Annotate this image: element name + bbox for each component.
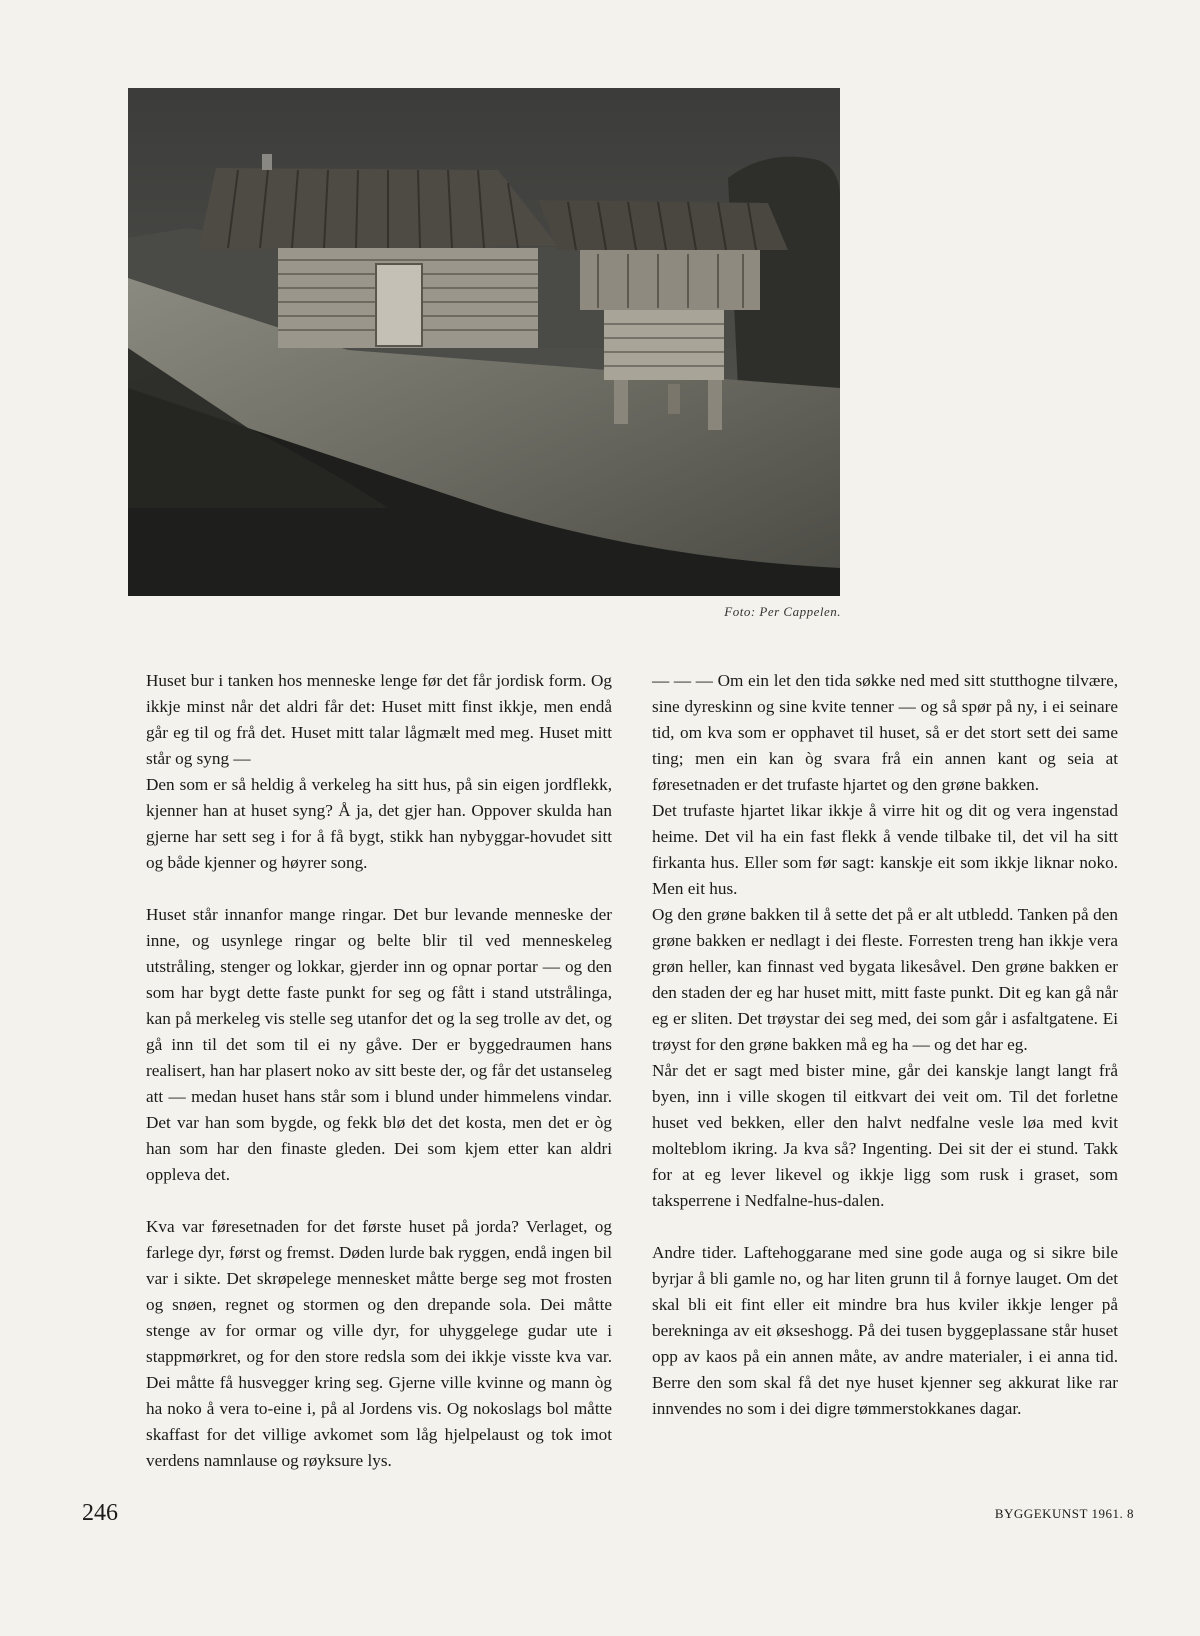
- page-number: 246: [82, 1500, 118, 1526]
- paragraph: Andre tider. Laftehoggarane med sine gode auga og si sikre bile byrjar å bli gamle no, og har liten grunn til å fornye lauget. Om det skal bli eit fint eller eit mindre bra hus kviler ikkje lenger på berekninga av eit økseshogg. På dei tusen byggeplassane står huset opp av kaos på ein annen måte, av andre materialer, i ei anna tid. Berre den som skal få det nye huset kjenner seg akkurat like rar innvendes no som i dei digre tømmerstokkanes dagar.: [652, 1243, 1118, 1418]
- photo-log-houses: [128, 88, 840, 596]
- paragraph: Og den grøne bakken til å sette det på er alt utbledd. Tanken på den grøne bakken er nedlagt i dei fleste. Forresten treng han ikkje vera grøn heller, kan finnast ved bygata likesåvel. Den grøne bakken er den staden der eg har huset mitt, mitt faste punkt. Dit eg kan gå når eg er sliten. Det trøystar dei seg med, dei som går i asfaltgatene. Ei trøyst for den grøne bakken må eg ha — og det har eg.: [652, 905, 1118, 1054]
- left-column: [146, 668, 612, 1474]
- paragraph: Den som er så heldig å verkeleg ha sitt hus, på sin eigen jordflekk, kjenner han at huset syng? Å ja, det gjer han. Oppover skulda han gjerne har sett seg i for å få bygt, stikk han nybyggar-hovudet sitt og både kjenner og høyrer song.: [146, 775, 612, 872]
- paragraph: Det trufaste hjartet likar ikkje å virre hit og dit og vera ingenstad heime. Det vil ha ein fast flekk å vende tilbake til, det vil ha sitt firkanta hus. Eller som før sagt: kanskje eit som ikkje liknar noko. Men eit hus.: [652, 801, 1118, 898]
- photo-caption: Foto: Per Cappelen.: [724, 604, 841, 619]
- paragraph: — — — Om ein let den tida søkke ned med sitt stutthogne tilvære, sine dyreskinn og sine kvite tenner — og så spør på ny, i ei seinare tid, om kva som er opphavet til huset, så er det stort sett dei same ting; men ein kan òg svara frå ein annen kant og seia at føresetnaden er det trufaste hjartet og den grøne bakken.: [652, 671, 1118, 794]
- paragraph: Kva var føresetnaden for det første huset på jorda? Verlaget, og farlege dyr, først og fremst. Døden lurde bak ryggen, endå ingen bil var i sikte. Det skrøpelege mennesket måtte berge seg mot frosten og snøen, regnet og stormen og den drepande sola. Dei måtte stenge av for ormar og ville dyr, for uhyggelege gudar ute i stappmørkret, og for den store redsla som dei ikkje visste kva var. Dei måtte få husvegger kring seg. Gjerne ville kvinne og mann òg ha noko å vera to-eine i, på al Jordens vis. Og nokoslags bol måtte skaffast for det villige avkomet som låg hjelpelaust og tok imot verdens namnlause og røyksure lys.: [146, 1217, 612, 1470]
- paragraph: Huset bur i tanken hos menneske lenge før det får jordisk form. Og ikkje minst når det aldri får det: Huset mitt finst ikkje, men endå går eg til og frå det. Huset mitt talar lågmælt med meg. Huset mitt står og syng —: [146, 671, 612, 768]
- paragraph: Når det er sagt med bister mine, går dei kanskje langt langt frå byen, inn i ville skogen til eitkvart dei veit om. Til det forletne huset ved bekken, eller den halvt nedfalne vesle løa med kvit molteblom ikring. Ja kva så? Ingenting. Dei sit der ei stund. Takk for at eg lever likevel og ikkje ligg som rusk i graset, som taksperrene i Nedfalne-hus-dalen.: [652, 1061, 1118, 1210]
- publication-footer: BYGGEKUNST 1961. 8: [994, 1506, 1134, 1521]
- right-column: [652, 668, 1118, 1422]
- paragraph: Huset står innanfor mange ringar. Det bur levande menneske der inne, og usynlege ringar og belte blir til ved menneskeleg utstråling, stenger og lokkar, gjerder inn og opnar portar — og den som har bygt dette faste punkt for seg og fått i stand utstrålinga, kan på merkeleg vis stelle seg utanfor det og la seg trolle av det, og gå inn til det som til ei ny gåve. Der er byggedraumen hans realisert, han har plasert noko av sitt beste der, og får det ustanseleg att — medan huset hans står som i blund under himmelens vindar. Det var han som bygde, og fekk blø det det kosta, men det er òg han som har den finaste gleden. Dei som kjem etter kan aldri oppleva det.: [146, 905, 612, 1184]
- photo-illustration: [128, 88, 840, 596]
